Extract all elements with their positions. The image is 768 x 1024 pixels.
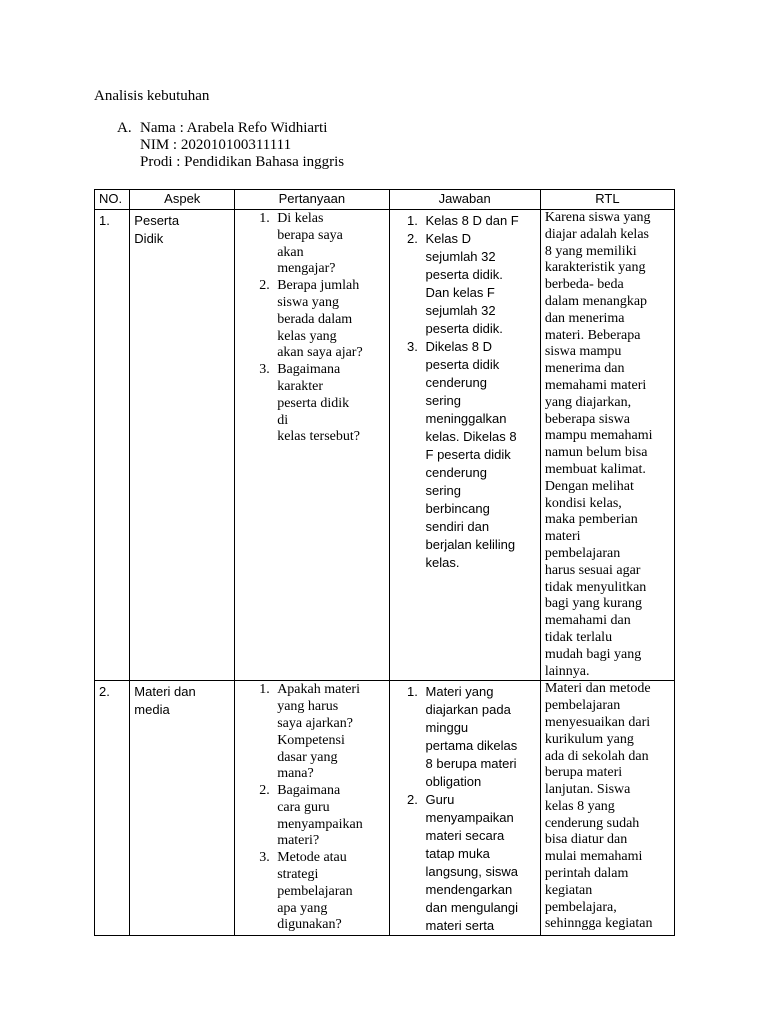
section-letter: A.	[117, 120, 132, 136]
aspect-cell: Materi dan media	[130, 681, 235, 936]
table-header-row	[95, 190, 675, 210]
table-row	[95, 681, 675, 936]
answer-item: 3. Dikelas 8 D peserta didik cenderung sering meninggalkan kelas. Dikelas 8 F peserta didik cenderung sering berbincang sendiri dan berjalan keliling kelas.	[422, 338, 536, 572]
question-item: 3. Metode atau strategi pembelajaran apa yang digunakan?	[273, 850, 384, 934]
answers-cell	[389, 681, 540, 936]
answers-cell	[389, 210, 540, 681]
aspect-cell: Peserta Didik	[130, 210, 235, 681]
question-item: 2. Berapa jumlah siswa yang berada dalam kelas yang akan saya ajar?	[273, 278, 384, 362]
row-number: 1.	[95, 210, 130, 681]
header-pertanyaan: Pertanyaan	[235, 190, 389, 210]
questions-cell	[235, 210, 389, 681]
answers-list	[394, 683, 536, 935]
answers-list	[394, 212, 536, 572]
nim-line: NIM : 202010100311111	[140, 137, 292, 153]
question-item: 2. Bagaimana cara guru menyampaikan materi?	[273, 783, 384, 850]
answer-item: 2. Guru menyampaikan materi secara tatap muka langsung, siswa mendengarkan dan mengulangi materi serta	[422, 791, 536, 935]
follow-up-plan-cell: Karena siswa yang diajar adalah kelas 8 yang memiliki karakteristik yang berbeda- beda dalam menangkap dan menerima materi. Beberapa siswa mampu menerima dan memahami materi yang diajarkan, beberapa siswa mampu memahami namun belum bisa membuat kalimat. Dengan melihat kondisi kelas, maka pemberian materi pembelajaran harus sesuai agar tidak menyulitkan bagi yang kurang memahami dan tidak terlalu mudah bagi yang lainnya.	[540, 210, 674, 681]
questions-list	[239, 682, 384, 934]
identity-block	[117, 120, 344, 171]
question-item: 1. Apakah materi yang harus saya ajarkan? Kompetensi dasar yang mana?	[273, 682, 384, 783]
document-title: Analisis kebutuhan	[94, 88, 210, 104]
header-aspek: Aspek	[130, 190, 235, 210]
answer-item: 1. Kelas 8 D dan F	[422, 212, 536, 230]
questions-cell	[235, 681, 389, 936]
answer-item: 2. Kelas D sejumlah 32 peserta didik. Dan kelas F sejumlah 32 peserta didik.	[422, 230, 536, 338]
answer-item: 1. Materi yang diajarkan pada minggu pertama dikelas 8 berupa materi obligation	[422, 683, 536, 791]
questions-list	[239, 211, 384, 446]
name-line: Nama : Arabela Refo Widhiarti	[140, 120, 328, 136]
student-identity	[117, 120, 344, 171]
prodi-line: Prodi : Pendidikan Bahasa inggris	[140, 154, 345, 170]
row-number: 2.	[95, 681, 130, 936]
header-rtl: RTL	[540, 190, 674, 210]
identity-lines	[140, 120, 344, 171]
table-row	[95, 210, 675, 681]
header-no: NO.	[95, 190, 130, 210]
header-jawaban: Jawaban	[389, 190, 540, 210]
follow-up-plan-cell: Materi dan metode pembelajaran menyesuaikan dari kurikulum yang ada di sekolah dan berupa materi lanjutan. Siswa kelas 8 yang cenderung sudah bisa diatur dan mulai memahami perintah dalam kegiatan pembelajara, sehinngga kegiatan	[540, 681, 674, 936]
question-item: 3. Bagaimana karakter peserta didik di kelas tersebut?	[273, 362, 384, 446]
needs-analysis-table	[94, 189, 675, 936]
question-item: 1. Di kelas berapa saya akan mengajar?	[273, 211, 384, 278]
